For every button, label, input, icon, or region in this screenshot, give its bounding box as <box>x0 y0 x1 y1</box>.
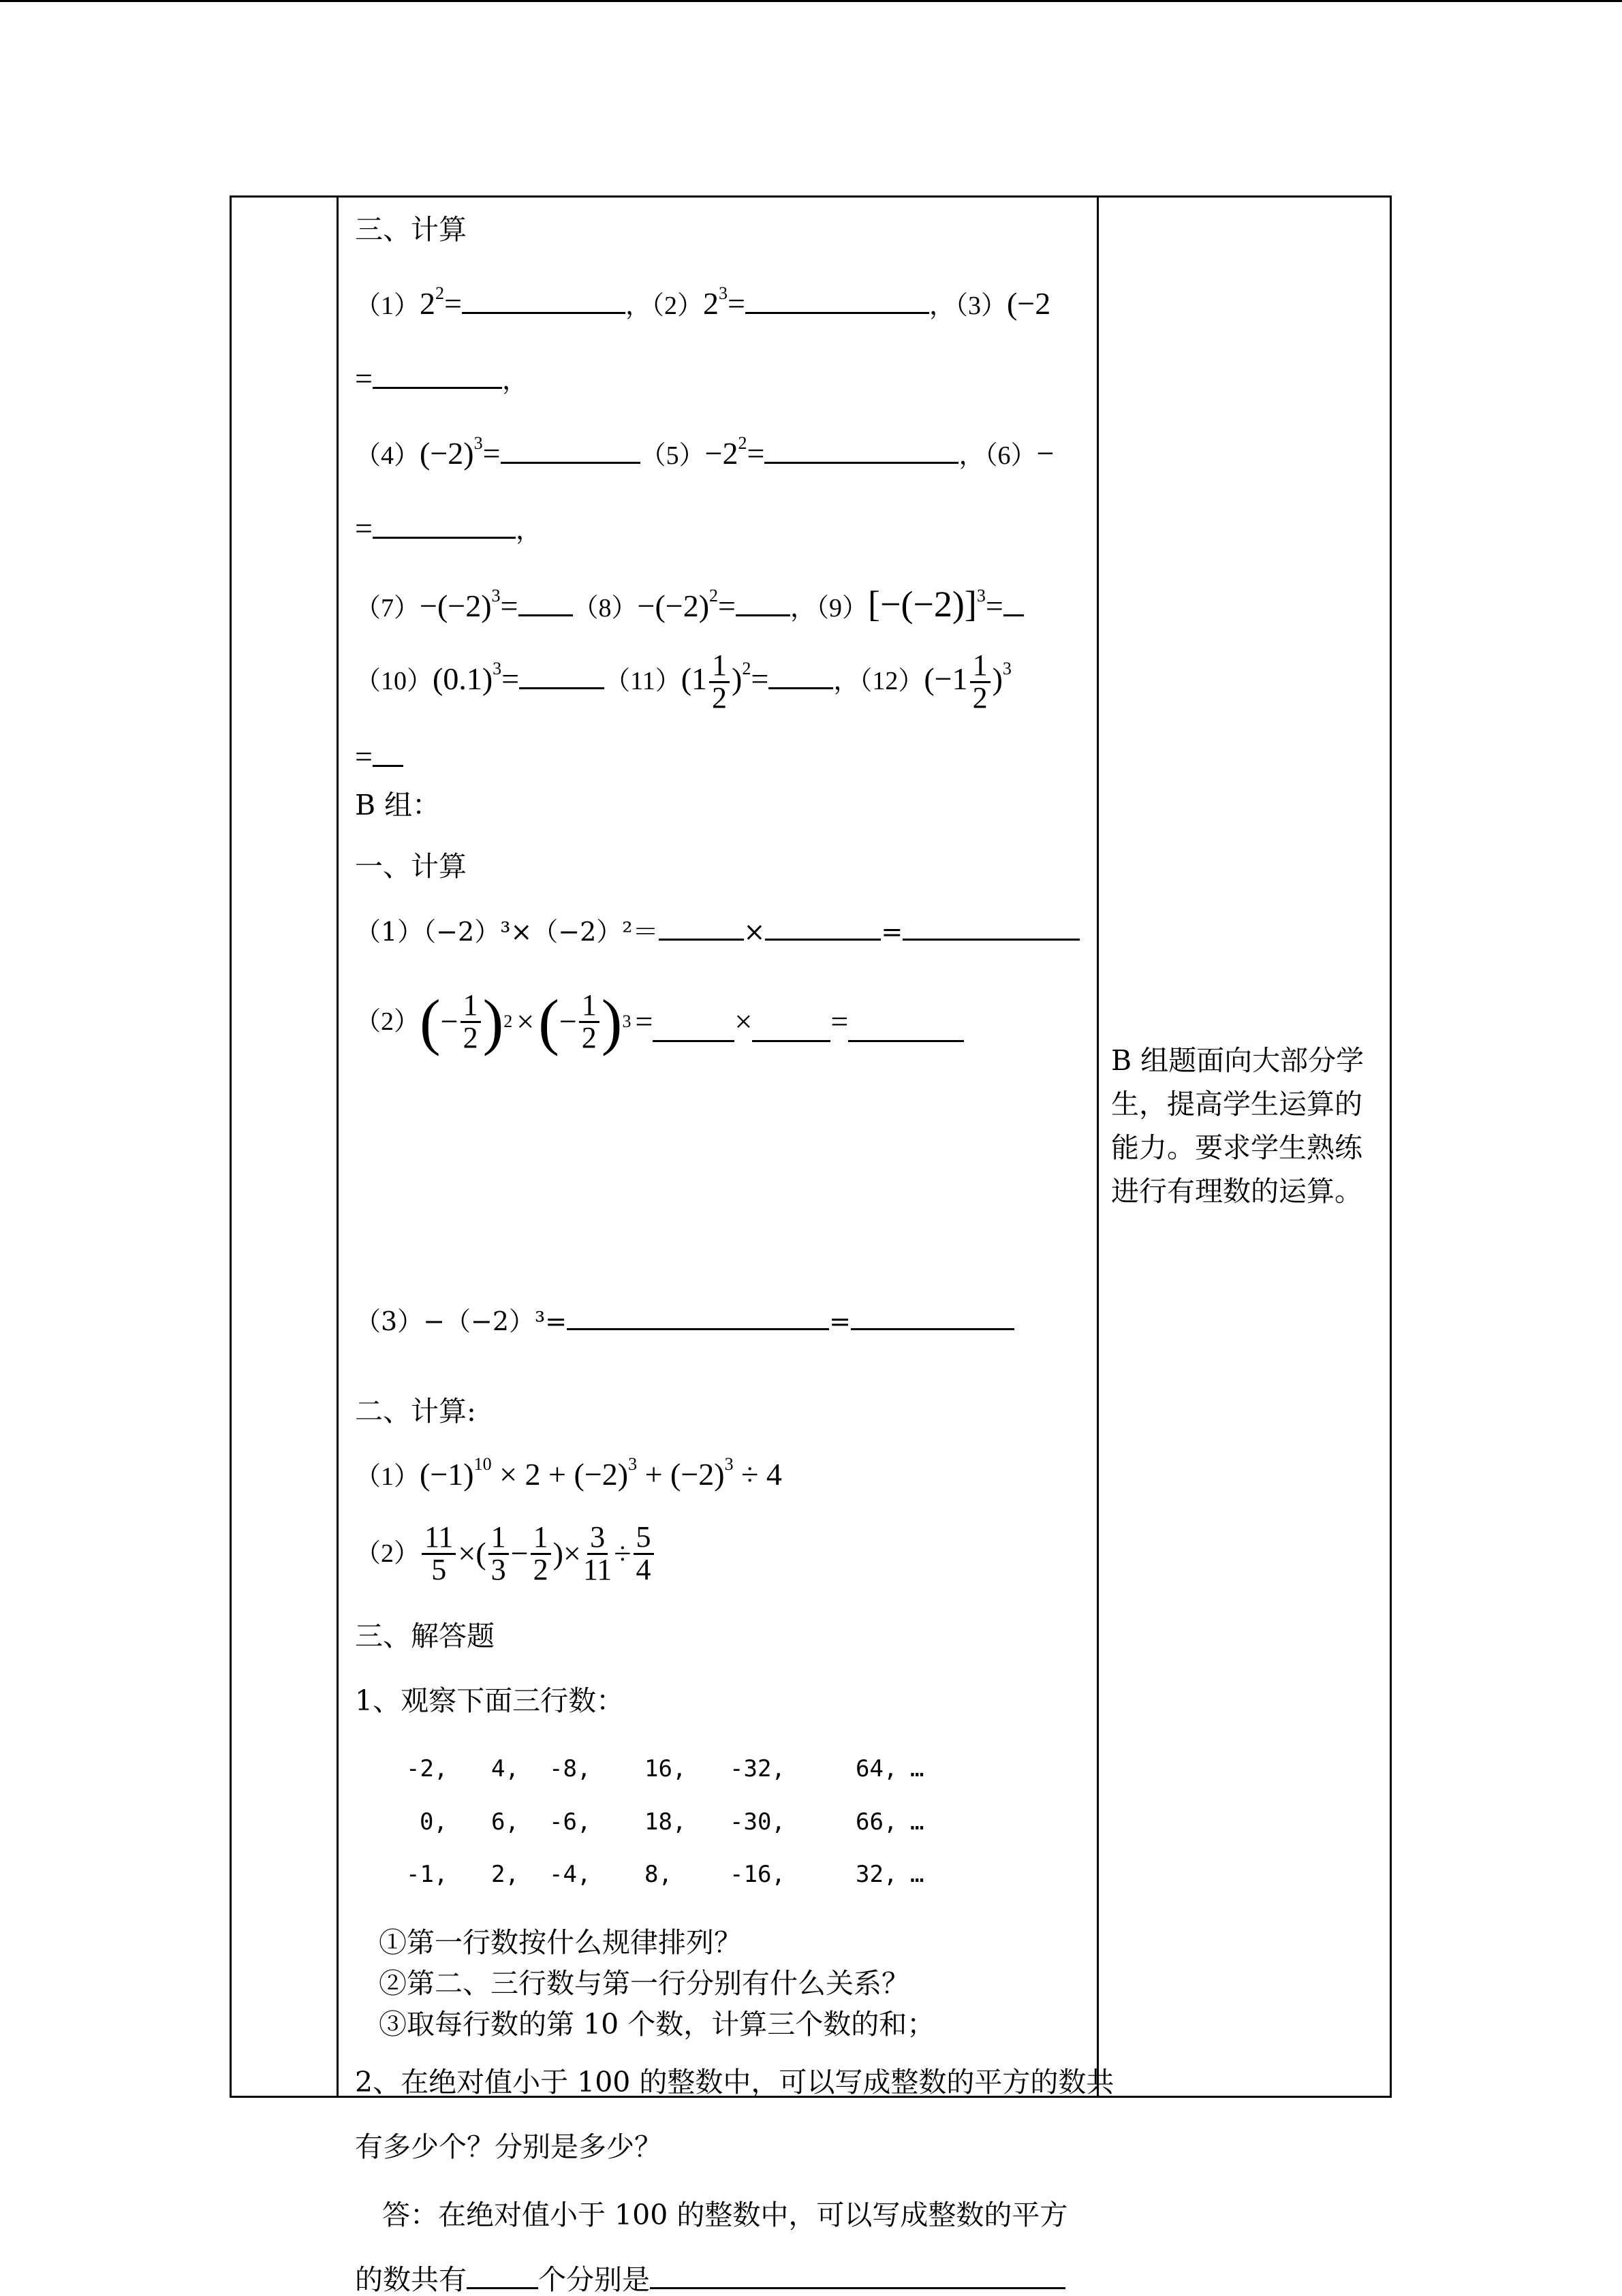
sequence-number: … <box>910 1755 924 1782</box>
group-b-calc2-q2: （2） $\frac{11}{5}$ ×( $\frac{1}{3}$ − $\frac{1}{2}$ )× $\frac{3}{11}$ ÷ $\frac{5}{4}$ <box>355 1522 656 1586</box>
answer-blank[interactable] <box>765 914 881 941</box>
sequence-number: -30, <box>730 1808 785 1836</box>
problem-1: 1、观察下面三行数： <box>355 1684 625 1717</box>
calc-line-2: = ， <box>355 361 528 396</box>
answer-blank[interactable] <box>518 590 573 616</box>
answer-blank[interactable] <box>373 512 516 539</box>
sequence-number: … <box>910 1808 924 1836</box>
sequence-number: 66, <box>856 1808 898 1836</box>
calc-line-4: = ， <box>355 511 542 546</box>
answer-blank[interactable] <box>1003 590 1024 616</box>
calc-line-1: $(1)2^2=$ ，$(2)2^3=$ ，（3）(−2 <box>355 283 1051 321</box>
sequence-number: 0, <box>420 1808 448 1836</box>
group-b-calc-heading: 一、计算 <box>355 850 467 883</box>
answer-blank[interactable] <box>467 2263 538 2289</box>
answer-blank[interactable] <box>462 287 625 314</box>
sequence-number: 8, <box>644 1861 672 1888</box>
sequence-number: 16, <box>644 1755 687 1782</box>
answer-blank[interactable] <box>373 362 502 389</box>
answer-blank[interactable] <box>736 590 790 616</box>
answer-blank[interactable] <box>567 1304 829 1330</box>
answer-blank[interactable] <box>851 1304 1014 1330</box>
calc-line-6: $(10)(0.1)^3= (11)(1$ $\frac{1}{2}$ )$^2$= ，（12）(−1 $\frac{1}{2}$ )$^3$ <box>355 648 1012 714</box>
answer-blank[interactable] <box>903 914 1080 941</box>
calc-line-3: $(4)(-2)^3= (5)-2^2=$ ，（6）− <box>355 433 1055 471</box>
group-b-q3: （3）−（−2）³= = <box>355 1304 1014 1334</box>
group-b-calc2-q1: $(1)(-1)^{10} \times 2 + (-2)^3 + (-2)^3 \div 4$ <box>355 1454 782 1492</box>
answer-blank[interactable] <box>501 437 640 464</box>
problem-2-line-1: 2、在绝对值小于 100 的整数中，可以写成整数的平方的数共 <box>355 2066 1114 2098</box>
sequence-number: 2, <box>491 1861 519 1888</box>
sequence-number: -32, <box>730 1755 785 1782</box>
question-1: ①第一行数按什么规律排列？ <box>379 1926 742 1959</box>
answer-blank[interactable] <box>653 1016 734 1042</box>
question-2: ②第二、三行数与第一行分别有什么关系？ <box>379 1967 909 2000</box>
answer-blank[interactable] <box>659 914 744 941</box>
answer-blank[interactable] <box>373 740 403 767</box>
calc-line-5: $(7)-(-2)^3= (8)-(-2)^2=$ ，$(9)[-(-2)]^3=$ <box>355 586 1024 623</box>
page-top-border <box>0 0 1622 2</box>
calc-line-7: = <box>355 740 403 772</box>
sequence-number: 4, <box>491 1755 519 1782</box>
sequence-number: -2, <box>406 1755 448 1782</box>
answer-blank[interactable] <box>752 1016 830 1042</box>
sequence-number: -8, <box>549 1755 591 1782</box>
group-b-calc2-heading: 二、计算: <box>355 1395 476 1428</box>
sequence-number: -4, <box>549 1861 591 1888</box>
problem-2-line-2: 有多少个？分别是多少？ <box>355 2130 662 2163</box>
answer-line-2: 的数共有 个分别是 <box>355 2263 1065 2294</box>
answer-blank[interactable] <box>768 663 833 689</box>
sequence-number: 32, <box>856 1861 898 1888</box>
sequence-number: 64, <box>856 1755 898 1782</box>
question-3: ③取每行数的第 10 个数，计算三个数的和； <box>379 2008 935 2041</box>
exercise-column <box>341 195 1114 2296</box>
answer-blank[interactable] <box>745 287 929 314</box>
section-heading-calc: 三、计算 <box>355 213 467 246</box>
sequence-number: -16, <box>730 1861 785 1888</box>
sequence-number: 18, <box>644 1808 687 1836</box>
group-b-q1: （1）（−2）³×（−2）²＝ × = <box>355 914 1080 945</box>
sequence-number: … <box>910 1861 924 1888</box>
teaching-note: B 组题面向大部分学生，提高学生运算的能力。要求学生熟练进行有理数的运算。 <box>1111 1044 1364 1208</box>
answer-line-1: 答：在绝对值小于 100 的整数中，可以写成整数的平方 <box>382 2199 1068 2231</box>
sequence-number: 6, <box>491 1808 519 1836</box>
group-b-q2: （2） ( − $\frac{1}{2}$ ) 2 × ( − $\frac{1}{2}$ ) 3 = × = <box>355 977 964 1066</box>
answer-blank[interactable] <box>519 663 604 689</box>
answers-heading: 三、解答题 <box>355 1620 495 1652</box>
group-b-title: B 组： <box>355 789 441 821</box>
sequence-number: -6, <box>549 1808 591 1836</box>
answer-blank[interactable] <box>764 437 958 464</box>
answer-blank[interactable] <box>848 1016 964 1042</box>
sequence-number: -1, <box>406 1861 448 1888</box>
column-divider-1 <box>337 195 339 2098</box>
answer-blank[interactable] <box>650 2263 1065 2289</box>
